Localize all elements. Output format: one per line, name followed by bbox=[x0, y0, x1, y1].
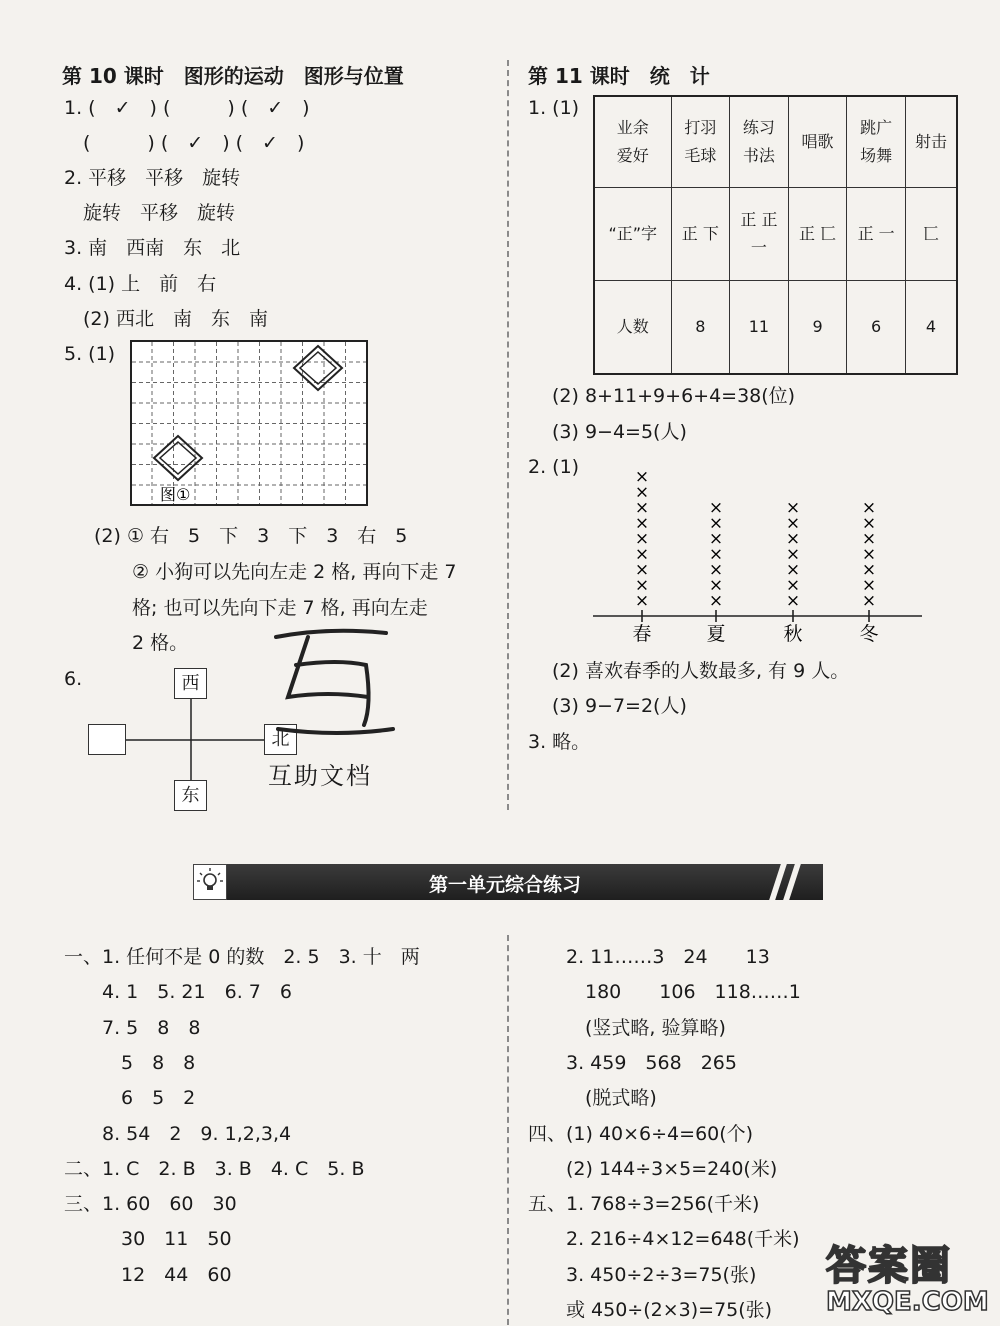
banner-bar bbox=[227, 864, 823, 900]
unit-banner bbox=[193, 864, 823, 900]
lesson11-title: 第 11 课时 统 计 bbox=[528, 64, 710, 88]
table-cell: 8 bbox=[671, 281, 730, 375]
logo-url: MXQE.COM bbox=[826, 1287, 989, 1317]
handwritten-watermark-glyph bbox=[268, 625, 398, 745]
chart-mark: × bbox=[634, 529, 650, 549]
chart-mark: × bbox=[861, 575, 877, 596]
chart-mark: × bbox=[861, 591, 877, 611]
q4-row1: 4. (1) 上 前 右 bbox=[64, 273, 217, 295]
answer-line: (2) 144÷3×5=240(米) bbox=[528, 1157, 778, 1180]
answer-line: 二、1. C 2. B 3. B 4. C 5. B bbox=[64, 1157, 365, 1180]
chart-mark: × bbox=[785, 529, 801, 549]
chart-mark: × bbox=[708, 498, 724, 518]
chart-category-label: 夏 bbox=[706, 623, 726, 645]
q1-row1: 1. ( ✓ ) ( ) ( ✓ ) bbox=[64, 97, 310, 119]
banner-title: 第一单元综合练习 bbox=[428, 874, 581, 896]
table-row-label: “正”字 bbox=[594, 188, 671, 281]
chart-mark: × bbox=[634, 467, 650, 487]
answer-line: 7. 5 8 8 bbox=[64, 1016, 201, 1039]
logo-text: 答案圈 bbox=[826, 1243, 952, 1289]
answer-line: 3. 450÷2÷3=75(张) bbox=[528, 1263, 757, 1286]
season-chart bbox=[590, 455, 925, 645]
chart-mark: × bbox=[708, 591, 724, 611]
answer-line: (竖式略, 验算略) bbox=[528, 1016, 726, 1039]
answer-line: 180 106 118……1 bbox=[528, 981, 801, 1004]
site-logo bbox=[826, 1234, 990, 1322]
q5-2-row3: 格; 也可以先向下走 7 格, 再向左走 bbox=[132, 597, 428, 619]
answer-line: 8. 54 2 9. 1,2,3,4 bbox=[64, 1122, 292, 1145]
r-q1-3: (3) 9−4=5(人) bbox=[552, 421, 687, 443]
chart-mark: × bbox=[634, 544, 650, 565]
r-q2-3: (3) 9−7=2(人) bbox=[552, 695, 687, 717]
chart-mark: × bbox=[861, 529, 877, 549]
answer-line: 12 44 60 bbox=[64, 1263, 232, 1286]
r-q1-label: 1. (1) bbox=[528, 97, 580, 119]
chart-category-label: 春 bbox=[632, 623, 652, 645]
table-header: 唱歌 bbox=[788, 96, 847, 188]
column-divider-bottom bbox=[507, 935, 509, 1325]
q5-2-row2: ② 小狗可以先向左走 2 格, 再向下走 7 bbox=[132, 561, 457, 583]
r-q3: 3. 略。 bbox=[528, 731, 591, 753]
answer-line: 三、1. 60 60 30 bbox=[64, 1193, 237, 1216]
chart-mark: × bbox=[708, 513, 724, 534]
chart-mark: × bbox=[708, 529, 724, 549]
chart-mark: × bbox=[785, 575, 801, 596]
answer-line: 4. 1 5. 21 6. 7 6 bbox=[64, 981, 292, 1004]
chart-mark: × bbox=[785, 544, 801, 565]
column-divider-top bbox=[507, 60, 509, 810]
q5-2-row1: (2) ① 右 5 下 3 下 3 右 5 bbox=[94, 525, 408, 547]
grid-label: 图① bbox=[160, 485, 191, 504]
table-cell: 6 bbox=[847, 281, 906, 375]
chart-mark: × bbox=[861, 560, 877, 580]
r-q2-label: 2. (1) bbox=[528, 456, 580, 478]
hobby-table bbox=[593, 95, 958, 375]
table-row-label: 人数 bbox=[594, 281, 671, 375]
answer-line: 2. 11……3 24 13 bbox=[528, 946, 770, 968]
table-cell: 正 匸 bbox=[788, 188, 847, 281]
q2-row1: 2. 平移 平移 旋转 bbox=[64, 167, 241, 189]
table-cell: 正 下 bbox=[671, 188, 730, 281]
chart-mark: × bbox=[634, 482, 650, 503]
compass-box-south: 东 bbox=[174, 780, 207, 811]
q5-2-row4: 2 格。 bbox=[132, 632, 189, 654]
table-header: 练习 书法 bbox=[730, 96, 789, 188]
table-cell: 正 一 bbox=[847, 188, 906, 281]
chart-mark: × bbox=[634, 560, 650, 580]
chart-mark: × bbox=[708, 544, 724, 565]
watermark-text: 互助文档 bbox=[268, 762, 372, 790]
r-q2-2: (2) 喜欢春季的人数最多, 有 9 人。 bbox=[552, 660, 850, 682]
r-q1-2: (2) 8+11+9+6+4=38(位) bbox=[552, 385, 796, 407]
answer-line: 30 11 50 bbox=[64, 1228, 232, 1251]
q3: 3. 南 西南 东 北 bbox=[64, 237, 241, 259]
answer-line: 3. 459 568 265 bbox=[528, 1051, 737, 1074]
q1-row2: ( ) ( ✓ ) ( ✓ ) bbox=[64, 132, 305, 154]
chart-mark: × bbox=[708, 575, 724, 596]
table-cell: 9 bbox=[788, 281, 847, 375]
table-header: 打羽 毛球 bbox=[671, 96, 730, 188]
chart-mark: × bbox=[785, 513, 801, 534]
chart-mark: × bbox=[785, 498, 801, 518]
answer-line: 或 450÷(2×3)=75(张) bbox=[528, 1299, 773, 1321]
answer-line: 一、1. 任何不是 0 的数 2. 5 3. 十 两 bbox=[64, 946, 420, 968]
q5-label: 5. (1) bbox=[64, 343, 116, 365]
table-cell: 正 正 一 bbox=[730, 188, 789, 281]
chart-mark: × bbox=[785, 591, 801, 611]
answer-line: 四、(1) 40×6÷4=60(个) bbox=[528, 1122, 754, 1145]
chart-mark: × bbox=[861, 544, 877, 565]
chart-mark: × bbox=[634, 498, 650, 518]
table-cell: 4 bbox=[905, 281, 957, 375]
answer-line: 6 5 2 bbox=[64, 1087, 196, 1110]
answer-line: 五、1. 768÷3=256(千米) bbox=[528, 1193, 760, 1216]
compass-box-west bbox=[88, 724, 126, 755]
compass-box-north: 西 bbox=[174, 668, 207, 699]
q6-label: 6. bbox=[64, 668, 83, 690]
table-header: 业余 爱好 bbox=[594, 96, 671, 188]
answer-line: 2. 216÷4×12=648(千米) bbox=[528, 1228, 800, 1251]
answer-line: 5 8 8 bbox=[64, 1051, 196, 1074]
table-cell: 11 bbox=[730, 281, 789, 375]
chart-mark: × bbox=[861, 513, 877, 534]
answer-line: (脱式略) bbox=[528, 1087, 657, 1110]
table-header: 射击 bbox=[905, 96, 957, 188]
chart-mark: × bbox=[634, 591, 650, 611]
lightbulb-icon bbox=[193, 864, 227, 900]
chart-mark: × bbox=[634, 575, 650, 596]
q4-row2: (2) 西北 南 东 南 bbox=[64, 308, 268, 330]
chart-mark: × bbox=[861, 498, 877, 518]
grid-figure bbox=[130, 340, 370, 508]
chart-mark: × bbox=[708, 560, 724, 580]
table-cell: 匸 bbox=[905, 188, 957, 281]
chart-mark: × bbox=[785, 560, 801, 580]
compass-box-east: 北 bbox=[264, 724, 297, 755]
chart-category-label: 冬 bbox=[859, 623, 879, 645]
chart-category-label: 秋 bbox=[783, 623, 803, 645]
table-header: 跳广 场舞 bbox=[847, 96, 906, 188]
chart-mark: × bbox=[634, 513, 650, 534]
q2-row2: 旋转 平移 旋转 bbox=[64, 202, 236, 224]
lesson10-title: 第 10 课时 图形的运动 图形与位置 bbox=[62, 64, 404, 88]
